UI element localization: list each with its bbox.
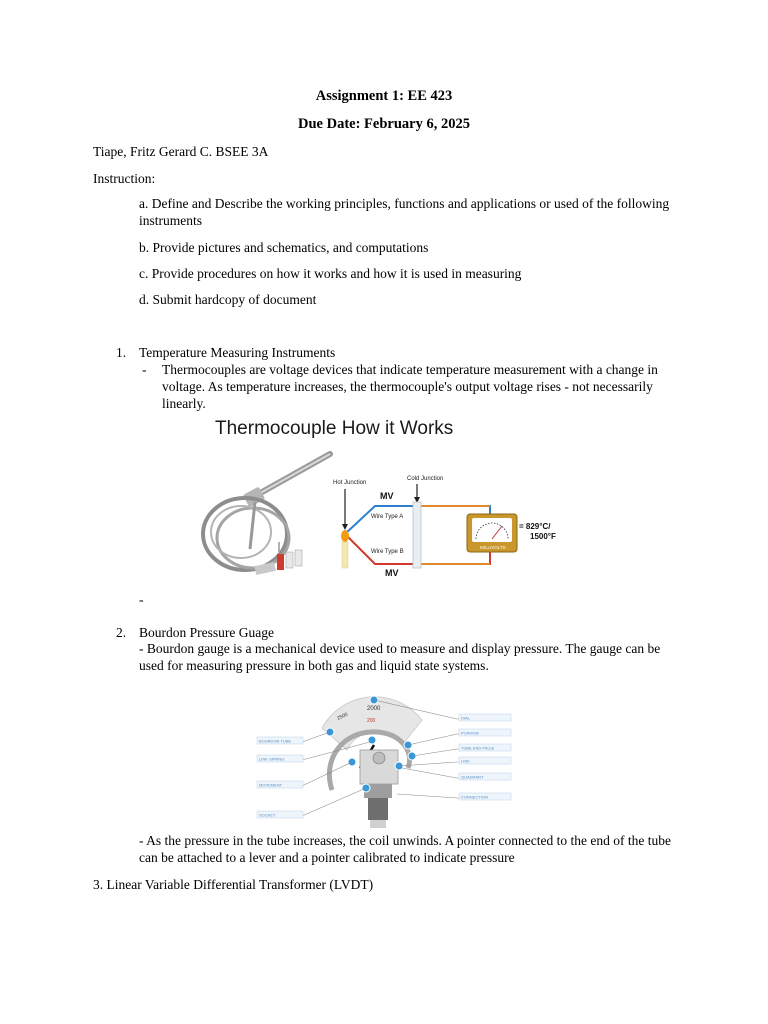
instruction-item-a: a. Define and Describe the working principles, functions and applications or used of the following instruments xyxy=(139,196,670,228)
due-date: Due Date: February 6, 2025 xyxy=(298,116,470,132)
instruction-item-c: c. Provide procedures on how it works and how it is used in measuring xyxy=(139,266,522,281)
mv-bottom-label: MV xyxy=(385,568,399,578)
scale-left: 2500 xyxy=(336,711,349,722)
wire-a-label: Wire Type A xyxy=(371,514,404,520)
label-bourdon-tube: BOURDON TUBE xyxy=(259,738,292,744)
scale-mid: 2000 xyxy=(367,706,381,712)
hot-junction-label: Hot Junction xyxy=(333,480,367,486)
cold-junction-label: Cold Junction xyxy=(407,476,444,482)
thermocouple-diagram xyxy=(195,414,560,586)
label-tube-end-piece: TUBE END PIECE xyxy=(461,745,495,751)
millivolt-meter-icon xyxy=(467,514,517,552)
section-2-text-2: - As the pressure in the tube increases, the coil unwinds. A pointer connected to the end of the tube can be attached to a lever and a pointer calibrated to indicate pressure xyxy=(139,833,671,865)
bourdon-gauge-figure xyxy=(252,690,514,830)
reading-fahrenheit: 1500°F xyxy=(530,532,556,541)
candle-icon xyxy=(341,530,349,568)
label-dial: DIAL xyxy=(461,715,470,721)
reading-celsius: = 829°C/ xyxy=(519,522,551,531)
instruction-label: Instruction: xyxy=(93,171,156,186)
label-link: LINK xyxy=(461,758,470,764)
thermocouple-probe-icon xyxy=(203,454,330,575)
section-1-bullet: - xyxy=(142,362,147,377)
cold-junction-block xyxy=(413,502,421,568)
label-quadrant: QUADRANT xyxy=(461,774,484,780)
meter-label: MILLIVOLTS xyxy=(480,545,506,550)
section-1-title: Temperature Measuring Instruments xyxy=(139,345,336,360)
label-movement: MOVEMENT xyxy=(259,782,283,788)
label-pointer: POINTER xyxy=(461,730,479,736)
section-2-number: 2. xyxy=(116,625,127,640)
figure-title: Thermocouple How it Works xyxy=(215,418,454,439)
scale-red: 200 xyxy=(367,718,376,724)
section-1-text: Thermocouples are voltage devices that indicate temperature measurement with a change in voltage. As temperature increases, the thermocouple's output voltage rises - not necessarily linearly. xyxy=(162,362,658,411)
assignment-title: Assignment 1: EE 423 xyxy=(315,88,453,104)
label-connection: CONNECTION xyxy=(461,794,488,800)
student-name: Tiape, Fritz Gerard C. BSEE 3A xyxy=(93,144,269,159)
thermocouple-figure xyxy=(195,414,560,586)
instruction-item-d: d. Submit hardcopy of document xyxy=(139,292,317,307)
wire-b-label: Wire Type B xyxy=(371,549,404,555)
label-link-spring: LINK SPRING xyxy=(259,756,285,762)
section-1-number: 1. xyxy=(116,345,127,360)
section-2-text: - Bourdon gauge is a mechanical device used to measure and display pressure. The gauge can be used for measuring pressure in both gas and liquid state systems. xyxy=(139,641,661,673)
bourdon-gauge-diagram xyxy=(252,690,514,830)
mv-top-label: MV xyxy=(380,491,394,501)
label-socket: SOCKET xyxy=(259,812,276,818)
instruction-item-b: b. Provide pictures and schematics, and computations xyxy=(139,240,429,255)
section-3-title: 3. Linear Variable Differential Transformer (LVDT) xyxy=(93,877,374,892)
section-2-title: Bourdon Pressure Guage xyxy=(139,625,274,640)
section-1-trailing-dash: - xyxy=(139,592,144,607)
